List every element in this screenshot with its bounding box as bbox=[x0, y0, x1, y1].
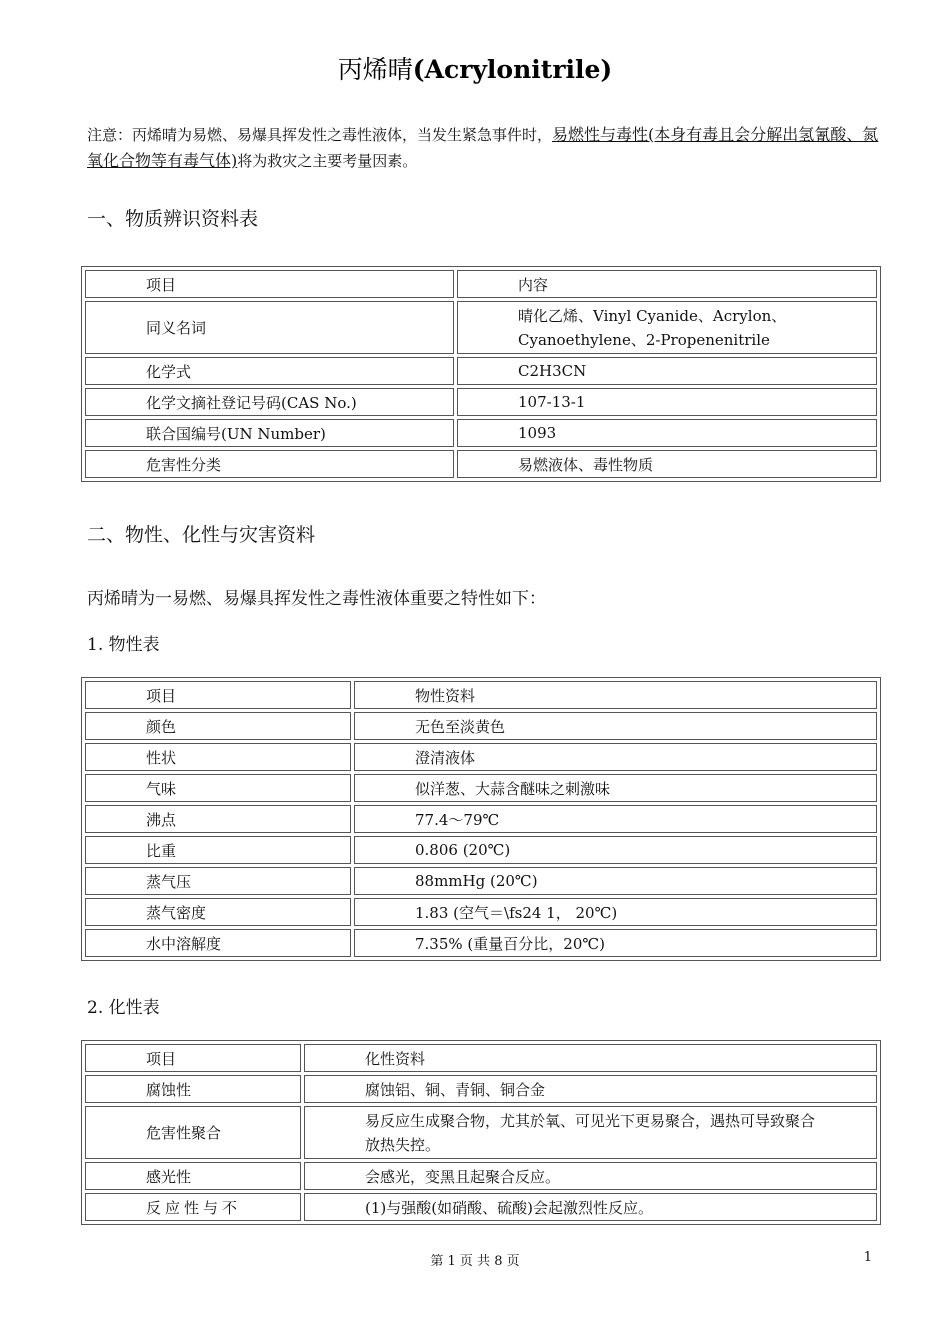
title-chinese: 丙烯晴 bbox=[337, 55, 413, 84]
table-cell-key: 腐蚀性 bbox=[85, 1075, 301, 1103]
physical-properties-table bbox=[81, 677, 881, 961]
table-row bbox=[85, 1193, 877, 1221]
chemical-table-heading: 2. 化性表 bbox=[87, 998, 160, 1018]
table-cell-value: 88mmHg (20℃) bbox=[354, 867, 877, 895]
table-cell-key: 项目 bbox=[85, 681, 351, 709]
notice-paragraph bbox=[87, 122, 887, 174]
table-row bbox=[85, 1106, 877, 1159]
table-cell-key: 化学式 bbox=[85, 357, 454, 385]
table-cell-key: 水中溶解度 bbox=[85, 929, 351, 957]
page-title bbox=[0, 50, 950, 86]
notice-text-before: 注意：丙烯晴为易燃、易爆具挥发性之毒性液体，当发生紧急事件时， bbox=[87, 126, 553, 144]
table-cell-value: 腐蚀铝、铜、青铜、铜合金 bbox=[304, 1075, 877, 1103]
table-cell-value: C2H3CN bbox=[457, 357, 877, 385]
table-cell-key: 沸点 bbox=[85, 805, 351, 833]
table-cell-value: 易反应生成聚合物，尤其於氧、可见光下更易聚合，遇热可导致聚合放热失控。 bbox=[304, 1106, 877, 1159]
table-row bbox=[85, 867, 877, 895]
section2-intro: 丙烯晴为一易燃、易爆具挥发性之毒性液体重要之特性如下： bbox=[87, 589, 546, 609]
identification-table bbox=[81, 266, 881, 482]
table-cell-key: 气味 bbox=[85, 774, 351, 802]
table-cell-value: 内容 bbox=[457, 270, 877, 298]
table-row bbox=[85, 1162, 877, 1190]
table-cell-value: 0.806 (20℃) bbox=[354, 836, 877, 864]
table-row bbox=[85, 450, 877, 478]
table-row bbox=[85, 929, 877, 957]
table-cell-value: 7.35% (重量百分比，20℃) bbox=[354, 929, 877, 957]
table-row bbox=[85, 712, 877, 740]
table-cell-key: 性状 bbox=[85, 743, 351, 771]
table-row bbox=[85, 419, 877, 447]
table-row bbox=[85, 357, 877, 385]
page-number: 1 bbox=[863, 1250, 872, 1265]
table-cell-key: 比重 bbox=[85, 836, 351, 864]
physical-table-heading: 1. 物性表 bbox=[87, 635, 160, 655]
table-cell-value: 物性资料 bbox=[354, 681, 877, 709]
section2-heading: 二、物性、化性与灾害资料 bbox=[87, 524, 316, 546]
table-cell-key: 蒸气压 bbox=[85, 867, 351, 895]
table-cell-value: 107-13-1 bbox=[457, 388, 877, 416]
table-cell-value: 会感光，变黑且起聚合反应。 bbox=[304, 1162, 877, 1190]
section1-heading: 一、物质辨识资料表 bbox=[87, 208, 259, 230]
table-row bbox=[85, 301, 877, 354]
table-cell-value: 化性资料 bbox=[304, 1044, 877, 1072]
table-row bbox=[85, 1044, 877, 1072]
table-cell-key: 蒸气密度 bbox=[85, 898, 351, 926]
table-row bbox=[85, 1075, 877, 1103]
table-cell-value: 易燃液体、毒性物质 bbox=[457, 450, 877, 478]
table-cell-value: 1.83 (空气＝\fs24 1， 20℃) bbox=[354, 898, 877, 926]
notice-text-after: 将为救灾之主要考量因素。 bbox=[237, 152, 418, 170]
table-row bbox=[85, 836, 877, 864]
table-cell-key: 反应性与不 bbox=[85, 1193, 301, 1221]
table-cell-key: 同义名词 bbox=[85, 301, 454, 354]
table-cell-value: 无色至淡黄色 bbox=[354, 712, 877, 740]
table-cell-key: 联合国编号(UN Number) bbox=[85, 419, 454, 447]
table-row bbox=[85, 898, 877, 926]
table-cell-value: 澄清液体 bbox=[354, 743, 877, 771]
notice-underlined-text: 易燃性与毒性(本身有毒且会分解出氢氰酸、氮氧化合物等有毒气体) bbox=[87, 125, 879, 170]
table-cell-value: 77.4～79℃ bbox=[354, 805, 877, 833]
table-row bbox=[85, 774, 877, 802]
title-english: (Acrylonitrile) bbox=[412, 55, 613, 84]
table-cell-value: (1)与强酸(如硝酸、硫酸)会起激烈性反应。 bbox=[304, 1193, 877, 1221]
table-cell-key: 项目 bbox=[85, 1044, 301, 1072]
table-cell-key: 颜色 bbox=[85, 712, 351, 740]
table-row bbox=[85, 388, 877, 416]
table-cell-key: 危害性聚合 bbox=[85, 1106, 301, 1159]
page-footer: 第 1 页 共 8 页 bbox=[430, 1254, 520, 1269]
table-row bbox=[85, 270, 877, 298]
table-cell-key: 危害性分类 bbox=[85, 450, 454, 478]
table-row bbox=[85, 805, 877, 833]
table-cell-key: 感光性 bbox=[85, 1162, 301, 1190]
table-cell-key: 项目 bbox=[85, 270, 454, 298]
table-row bbox=[85, 681, 877, 709]
table-cell-value: 晴化乙烯、Vinyl Cyanide、Acrylon、Cyanoethylene、2-Propenenitrile bbox=[457, 301, 877, 354]
table-row bbox=[85, 743, 877, 771]
table-cell-value: 1093 bbox=[457, 419, 877, 447]
table-cell-key: 化学文摘社登记号码(CAS No.) bbox=[85, 388, 454, 416]
table-cell-value: 似洋葱、大蒜含醚味之刺激味 bbox=[354, 774, 877, 802]
chemical-properties-table bbox=[81, 1040, 881, 1225]
